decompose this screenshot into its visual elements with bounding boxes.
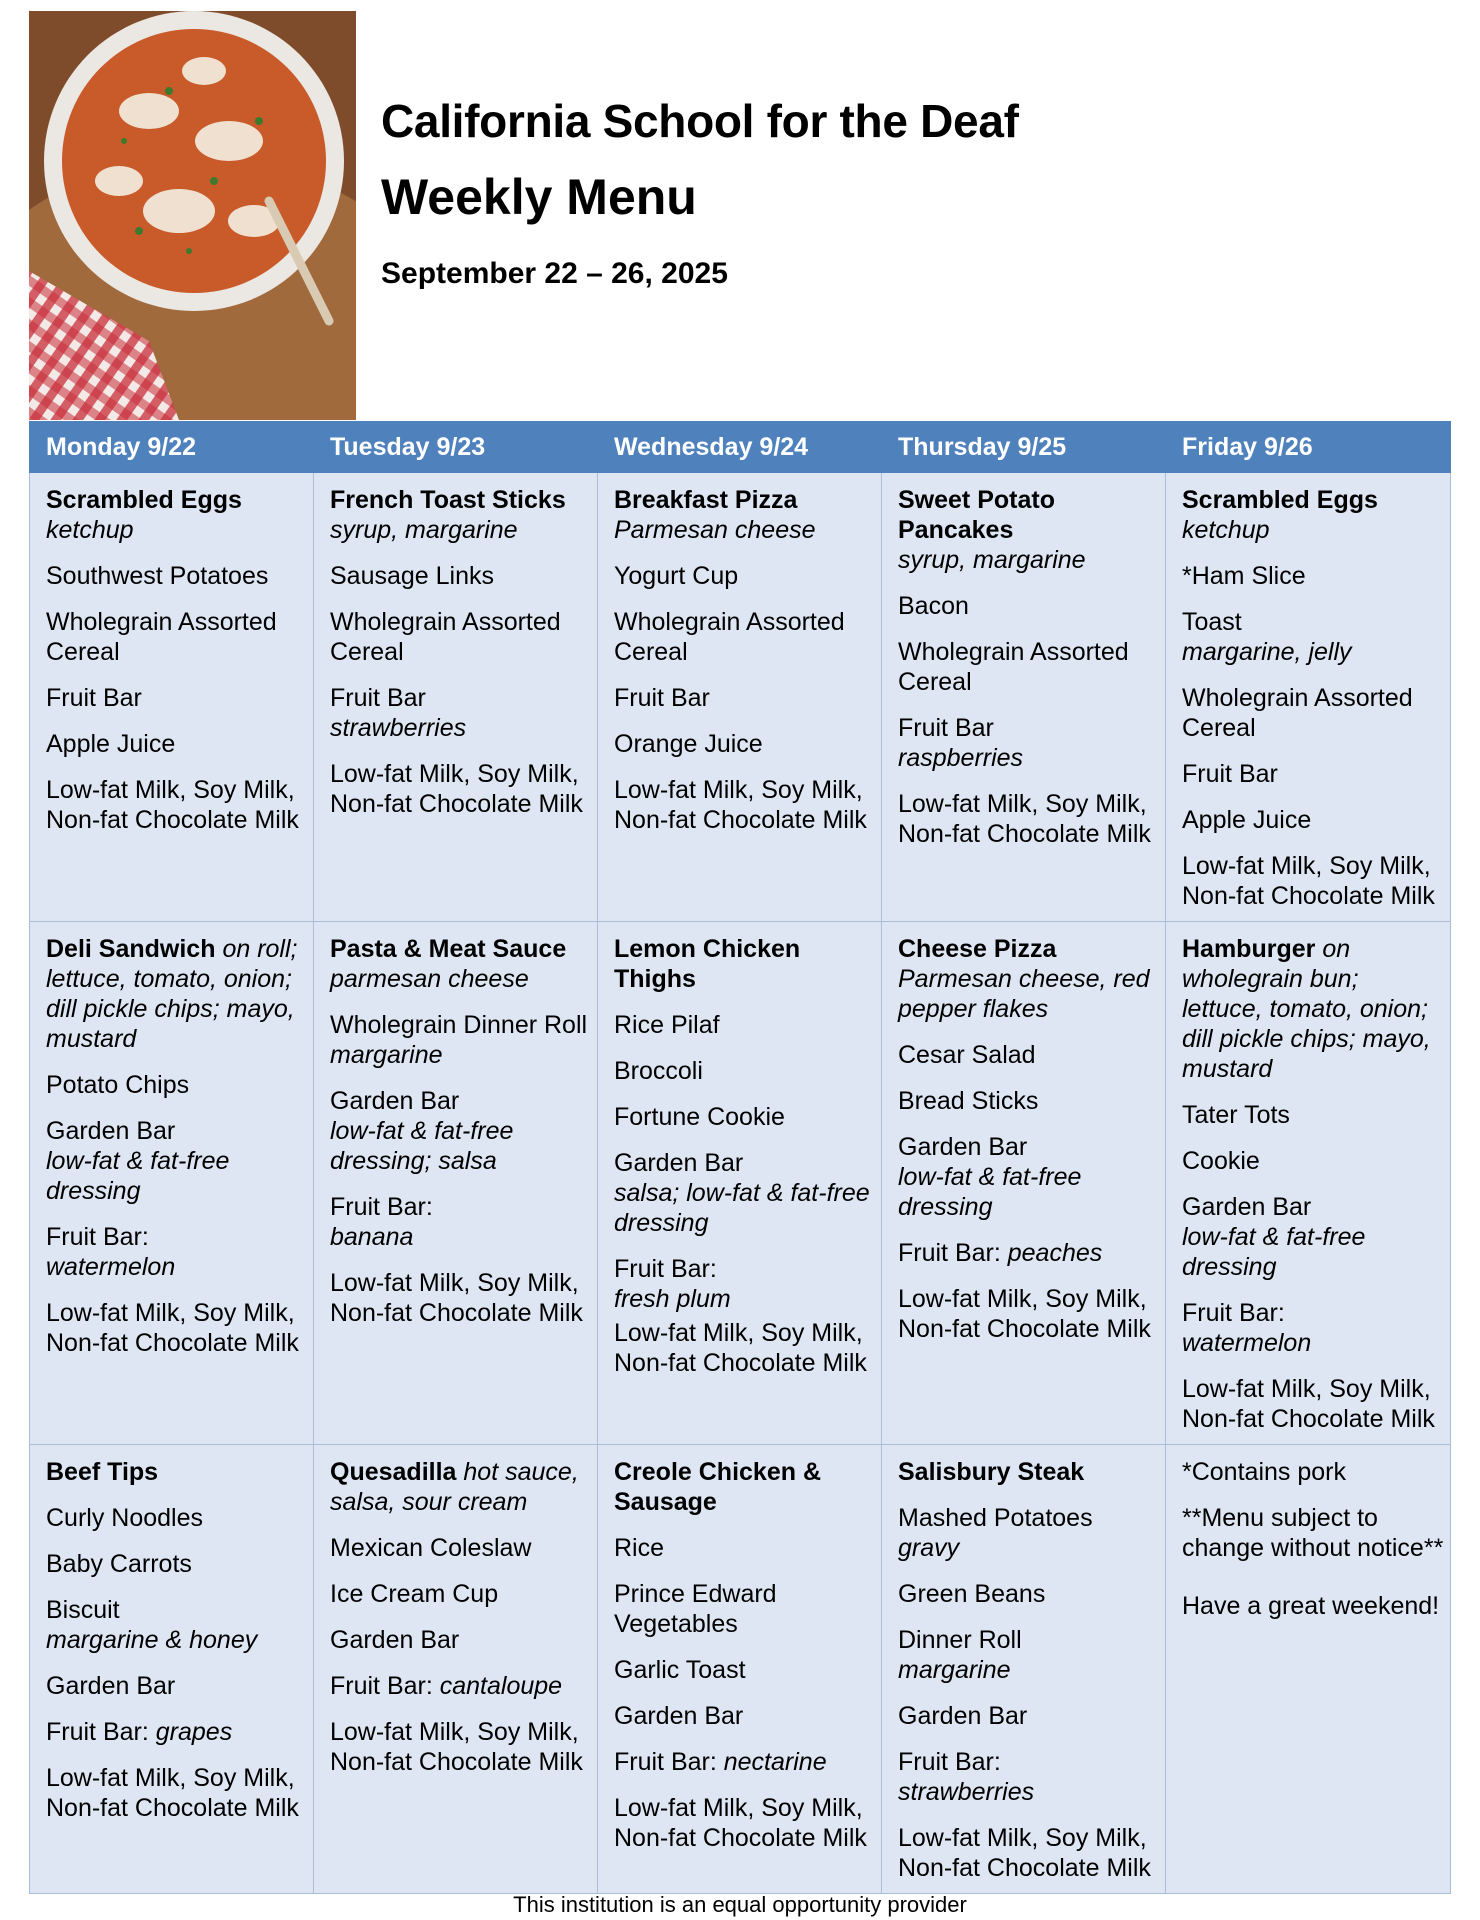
menu-note: low-fat & fat-free dressing — [1182, 1223, 1366, 1281]
menu-item: *Ham Slice — [1182, 562, 1306, 590]
menu-item: Southwest Potatoes — [46, 562, 269, 590]
dinner-cell-tuesday — [314, 1445, 598, 1894]
menu-item: Mashed Potatoes — [898, 1504, 1093, 1532]
menu-item: Garden Bar — [46, 1672, 176, 1700]
menu-item: Fruit Bar: — [46, 1718, 149, 1746]
menu-item: Wholegrain Dinner Roll — [330, 1011, 588, 1039]
menu-item: Wholegrain Assorted Cereal — [1182, 684, 1413, 742]
menu-item: Garden Bar — [330, 1626, 460, 1654]
milk-item: Low-fat Milk, Soy Milk, Non-fat Chocolate Milk — [614, 1319, 867, 1377]
page-title: California School for the Deaf — [381, 95, 1019, 147]
day-header: Wednesday 9/24 — [598, 422, 882, 473]
lunch-cell-tuesday — [314, 922, 598, 1445]
day-header: Monday 9/22 — [30, 422, 314, 473]
breakfast-cell-thursday — [882, 473, 1166, 922]
menu-note: margarine — [330, 1041, 443, 1069]
menu-note: low-fat & fat-free dressing; salsa — [330, 1117, 514, 1175]
menu-main: Scrambled Eggs — [1182, 486, 1378, 514]
menu-item: Fruit Bar: — [898, 1748, 1001, 1776]
menu-note: margarine, jelly — [1182, 638, 1352, 666]
menu-item: Ice Cream Cup — [330, 1580, 499, 1608]
day-header-row — [30, 422, 1451, 473]
menu-item: Rice Pilaf — [614, 1011, 720, 1039]
milk-item: Low-fat Milk, Soy Milk, Non-fat Chocolate Milk — [46, 776, 299, 834]
menu-item: Garden Bar — [614, 1149, 744, 1177]
menu-item: Toast — [1182, 608, 1242, 636]
menu-note: banana — [330, 1223, 414, 1251]
menu-item: Wholegrain Assorted Cereal — [898, 638, 1129, 696]
weekend-note: Have a great weekend! — [1182, 1592, 1440, 1620]
menu-main: Sweet Potato Pancakes — [898, 486, 1055, 544]
menu-item: Tater Tots — [1182, 1101, 1290, 1129]
menu-item: Apple Juice — [46, 730, 176, 758]
pork-note: *Contains pork — [1182, 1458, 1346, 1486]
menu-note: low-fat & fat-free dressing — [898, 1163, 1082, 1221]
menu-note: salsa; low-fat & fat-free dressing — [614, 1179, 870, 1237]
menu-item: Fruit Bar — [898, 714, 994, 742]
menu-item: Bacon — [898, 592, 969, 620]
menu-main: Scrambled Eggs — [46, 486, 242, 514]
menu-item: Green Beans — [898, 1580, 1046, 1608]
menu-item: Garden Bar — [1182, 1193, 1312, 1221]
menu-item: Wholegrain Assorted Cereal — [614, 608, 845, 666]
dinner-cell-thursday — [882, 1445, 1166, 1894]
menu-item: Yogurt Cup — [614, 562, 739, 590]
menu-main: French Toast Sticks — [330, 486, 566, 514]
footer-text: This institution is an equal opportunity provider — [513, 1892, 967, 1917]
menu-item: Sausage Links — [330, 562, 495, 590]
menu-item: Cesar Salad — [898, 1041, 1036, 1069]
menu-item: Orange Juice — [614, 730, 763, 758]
menu-item: Garlic Toast — [614, 1656, 746, 1684]
menu-note: Parmesan cheese — [614, 516, 816, 544]
menu-main: Hamburger — [1182, 935, 1316, 963]
menu-note: ketchup — [46, 516, 134, 544]
menu-note: nectarine — [723, 1748, 827, 1776]
menu-item: Fruit Bar — [1182, 760, 1278, 788]
milk-item: Low-fat Milk, Soy Milk, Non-fat Chocolate Milk — [330, 1718, 583, 1776]
date-range: September 22 – 26, 2025 — [381, 257, 728, 290]
menu-item: Fruit Bar: — [1182, 1299, 1285, 1327]
milk-item: Low-fat Milk, Soy Milk, Non-fat Chocolate Milk — [898, 1285, 1151, 1343]
lunch-cell-monday — [30, 922, 314, 1445]
menu-item: Mexican Coleslaw — [330, 1534, 532, 1562]
menu-item: Potato Chips — [46, 1071, 190, 1099]
lunch-cell-friday — [1166, 922, 1451, 1445]
dinner-cell-wednesday — [598, 1445, 882, 1894]
menu-item: Fruit Bar — [614, 684, 710, 712]
milk-item: Low-fat Milk, Soy Milk, Non-fat Chocolate Milk — [1182, 1375, 1435, 1433]
menu-note: watermelon — [1182, 1329, 1312, 1357]
menu-main: Quesadilla — [330, 1458, 457, 1486]
breakfast-cell-tuesday — [314, 473, 598, 922]
breakfast-row — [30, 473, 1451, 922]
milk-item: Low-fat Milk, Soy Milk, Non-fat Chocolate Milk — [614, 1794, 867, 1852]
menu-main: Lemon Chicken Thighs — [614, 935, 801, 993]
menu-item: Rice — [614, 1534, 665, 1562]
menu-main: Beef Tips — [46, 1458, 159, 1486]
menu-main: Cheese Pizza — [898, 935, 1057, 963]
menu-note: raspberries — [898, 744, 1024, 772]
lunch-row — [30, 922, 1451, 1445]
milk-item: Low-fat Milk, Soy Milk, Non-fat Chocolate Milk — [330, 760, 583, 818]
menu-item: Cookie — [1182, 1147, 1260, 1175]
milk-item: Low-fat Milk, Soy Milk, Non-fat Chocolate Milk — [46, 1299, 299, 1357]
menu-item: Garden Bar — [46, 1117, 176, 1145]
menu-item: Garden Bar — [614, 1702, 744, 1730]
menu-main: Salisbury Steak — [898, 1458, 1085, 1486]
breakfast-cell-friday — [1166, 473, 1451, 922]
notes-cell — [1166, 1445, 1451, 1894]
menu-item: Fruit Bar: — [330, 1672, 433, 1700]
menu-item: Fruit Bar — [46, 684, 142, 712]
menu-note: fresh plum — [614, 1285, 731, 1313]
day-header: Tuesday 9/23 — [314, 422, 598, 473]
menu-item: Fruit Bar: — [898, 1239, 1001, 1267]
lunch-cell-thursday — [882, 922, 1166, 1445]
menu-item: Prince Edward Vegetables — [614, 1580, 777, 1638]
menu-note: on wholegrain bun; lettuce, tomato, onion; dill pickle chips; mayo, mustard — [1182, 935, 1431, 1083]
menu-item: Broccoli — [614, 1057, 703, 1085]
menu-note: cantaloupe — [439, 1672, 563, 1700]
menu-item: Curly Noodles — [46, 1504, 204, 1532]
menu-note: parmesan cheese — [330, 965, 529, 993]
menu-item: Apple Juice — [1182, 806, 1312, 834]
menu-note: hot sauce, salsa, sour cream — [330, 1458, 579, 1516]
menu-note: syrup, margarine — [898, 546, 1086, 574]
menu-item: Dinner Roll — [898, 1626, 1022, 1654]
menu-note: on roll; lettuce, tomato, onion; dill pickle chips; mayo, mustard — [46, 935, 298, 1053]
menu-main: Creole Chicken & Sausage — [614, 1458, 822, 1516]
menu-item: Biscuit — [46, 1596, 120, 1624]
menu-note: gravy — [898, 1534, 960, 1562]
menu-table — [29, 421, 1451, 1894]
milk-item: Low-fat Milk, Soy Milk, Non-fat Chocolate Milk — [898, 790, 1151, 848]
menu-item: Bread Sticks — [898, 1087, 1039, 1115]
menu-note: peaches — [1007, 1239, 1103, 1267]
dinner-cell-monday — [30, 1445, 314, 1894]
menu-note: strawberries — [330, 714, 467, 742]
breakfast-cell-monday — [30, 473, 314, 922]
dinner-row — [30, 1445, 1451, 1894]
menu-note: grapes — [155, 1718, 233, 1746]
menu-main: Breakfast Pizza — [614, 486, 798, 514]
menu-note: Parmesan cheese, red pepper flakes — [898, 965, 1150, 1023]
milk-item: Low-fat Milk, Soy Milk, Non-fat Chocolate Milk — [1182, 852, 1435, 910]
day-header: Thursday 9/25 — [882, 422, 1166, 473]
page-subtitle: Weekly Menu — [381, 169, 697, 225]
menu-note: ketchup — [1182, 516, 1270, 544]
menu-note: margarine & honey — [46, 1626, 258, 1654]
menu-item: Garden Bar — [898, 1702, 1028, 1730]
subject-note: **Menu subject to change without notice** — [1182, 1504, 1444, 1562]
breakfast-cell-wednesday — [598, 473, 882, 922]
milk-item: Low-fat Milk, Soy Milk, Non-fat Chocolate Milk — [330, 1269, 583, 1327]
milk-item: Low-fat Milk, Soy Milk, Non-fat Chocolate Milk — [46, 1764, 299, 1822]
menu-item: Fruit Bar: — [614, 1255, 717, 1283]
menu-note: syrup, margarine — [330, 516, 518, 544]
menu-item: Fortune Cookie — [614, 1103, 785, 1131]
menu-item: Fruit Bar: — [614, 1748, 717, 1776]
menu-item: Garden Bar — [898, 1133, 1028, 1161]
food-photo — [29, 11, 356, 420]
day-header: Friday 9/26 — [1166, 422, 1451, 473]
menu-item: Fruit Bar — [330, 684, 426, 712]
menu-note: low-fat & fat-free dressing — [46, 1147, 230, 1205]
milk-item: Low-fat Milk, Soy Milk, Non-fat Chocolate Milk — [898, 1824, 1151, 1882]
menu-note: margarine — [898, 1656, 1011, 1684]
lunch-cell-wednesday — [598, 922, 882, 1445]
menu-item: Fruit Bar: — [330, 1193, 433, 1221]
menu-main: Deli Sandwich — [46, 935, 216, 963]
menu-note: watermelon — [46, 1253, 176, 1281]
menu-item: Wholegrain Assorted Cereal — [46, 608, 277, 666]
menu-main: Pasta & Meat Sauce — [330, 935, 567, 963]
menu-item: Fruit Bar: — [46, 1223, 149, 1251]
menu-item: Baby Carrots — [46, 1550, 192, 1578]
menu-note: strawberries — [898, 1778, 1035, 1806]
milk-item: Low-fat Milk, Soy Milk, Non-fat Chocolate Milk — [614, 776, 867, 834]
menu-item: Garden Bar — [330, 1087, 460, 1115]
menu-item: Wholegrain Assorted Cereal — [330, 608, 561, 666]
